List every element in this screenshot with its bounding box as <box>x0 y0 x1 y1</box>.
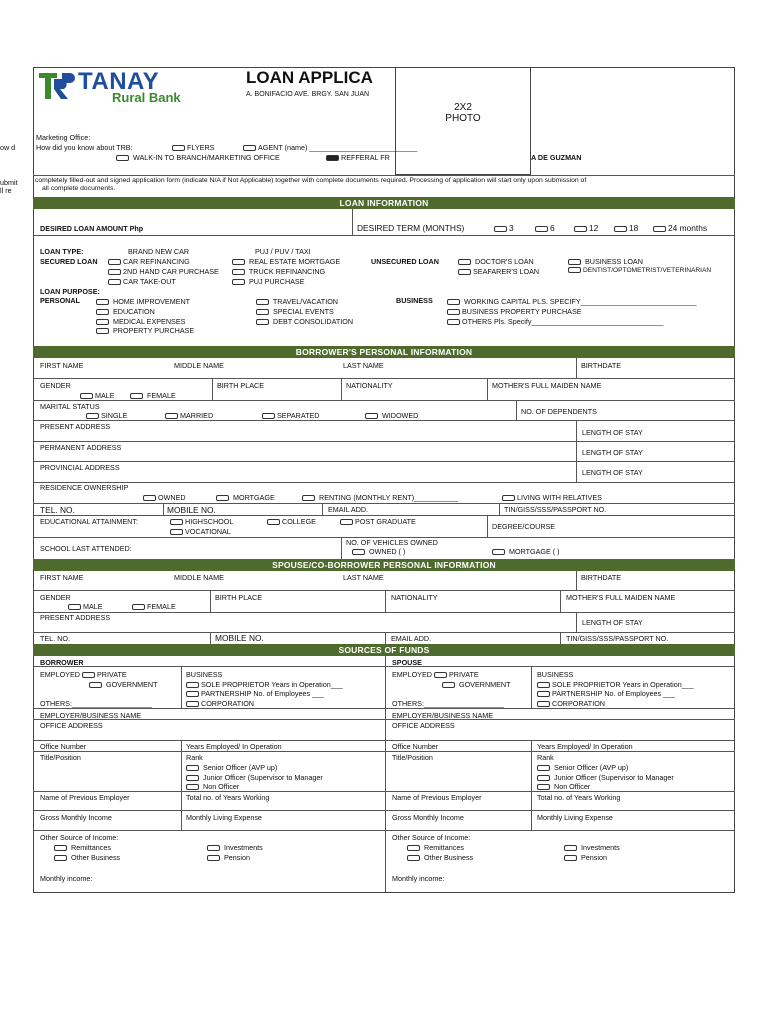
loan-type-label: LOAN TYPE: <box>40 247 84 256</box>
mobile-label: MOBILE NO. <box>167 505 216 515</box>
divider <box>499 503 500 515</box>
divider <box>33 666 735 667</box>
checkbox[interactable] <box>267 519 280 525</box>
option-partnership[interactable]: PARTNERSHIP No. of Employees ___ <box>537 689 675 698</box>
divider <box>33 708 735 709</box>
years-employed-label: Years Employed/ In Operation <box>186 742 282 751</box>
nationality-label: NATIONALITY <box>346 381 393 390</box>
checkbox[interactable] <box>574 226 587 232</box>
checkbox-checked[interactable] <box>326 155 339 161</box>
divider <box>576 420 577 482</box>
other-source-label: Other Source of Income: <box>392 833 471 842</box>
option-business-property[interactable]: BUSINESS PROPERTY PURCHASE <box>447 307 582 316</box>
birthdate-label: BIRTHDATE <box>581 361 622 370</box>
option-postgrad[interactable]: POST GRADUATE <box>340 517 416 526</box>
divider <box>33 751 735 752</box>
other-source-label: Other Source of Income: <box>40 833 119 842</box>
checkbox[interactable] <box>502 495 515 501</box>
first-name-label: FIRST NAME <box>40 573 84 582</box>
email-label: EMAIL ADD. <box>391 634 432 643</box>
bank-subname: Rural Bank <box>112 90 181 105</box>
checkbox[interactable] <box>86 413 99 419</box>
checkbox[interactable] <box>447 309 460 315</box>
unsecured-loan-label: UNSECURED LOAN <box>371 257 439 266</box>
option-senior[interactable]: Senior Officer (AVP up) <box>537 763 628 772</box>
option-junior[interactable]: Junior Officer (Supervisor to Manager <box>186 773 323 782</box>
maiden-label: MOTHER'S FULL MAIDEN NAME <box>492 381 602 390</box>
divider <box>33 175 735 176</box>
gross-label: Gross Monthly Income <box>40 813 112 822</box>
option-vehicle-owned[interactable]: OWNED ( ) <box>352 547 405 556</box>
birth-place-label: BIRTH PLACE <box>215 593 262 602</box>
photo-label: PHOTO <box>445 113 481 124</box>
option-walkin[interactable]: WALK-IN TO BRANCH/MARKETING OFFICE <box>116 153 280 162</box>
option-female[interactable]: FEMALE <box>132 602 176 611</box>
divider <box>33 515 735 516</box>
option-living-relatives[interactable]: LIVING WITH RELATIVES <box>502 493 602 502</box>
option-working-capital[interactable]: WORKING CAPITAL PLS. SPECIFY_____________________________ <box>447 297 697 306</box>
length-of-stay-label: LENGTH OF STAY <box>582 618 643 627</box>
checkbox[interactable] <box>256 319 269 325</box>
checkbox[interactable] <box>186 765 199 771</box>
option-car-takeout[interactable]: CAR TAKE-OUT <box>108 277 176 286</box>
section-funds: SOURCES OF FUNDS <box>33 644 735 656</box>
option-investments[interactable]: Investments <box>207 843 263 852</box>
referral-name: A DE GUZMAN <box>531 153 582 162</box>
employed-label[interactable]: EMPLOYED PRIVATE <box>40 670 127 679</box>
tin-label: TIN/GISS/SSS/PASSPORT NO. <box>566 634 669 643</box>
page-title: LOAN APPLICA <box>246 68 373 87</box>
option-doctors[interactable]: DOCTOR'S LOAN <box>458 257 534 266</box>
provincial-address-label: PROVINCIAL ADDRESS <box>40 463 120 472</box>
checkbox[interactable] <box>216 495 229 501</box>
checkbox[interactable] <box>186 775 199 781</box>
option-partnership[interactable]: PARTNERSHIP No. of Employees ___ <box>186 689 324 698</box>
employer-label: EMPLOYER/BUSINESS NAME <box>40 711 142 720</box>
option-female[interactable]: FEMALE <box>130 391 176 400</box>
option-education[interactable]: EDUCATION <box>96 307 155 316</box>
option-senior[interactable]: Senior Officer (AVP up) <box>186 763 277 772</box>
marital-label: MARITAL STATUS <box>40 402 100 411</box>
divider <box>33 590 735 591</box>
checkbox[interactable] <box>108 259 121 265</box>
divider <box>181 810 182 830</box>
divider <box>181 666 182 708</box>
option-male[interactable]: MALE <box>68 602 103 611</box>
checkbox[interactable] <box>116 155 129 161</box>
option-home-improvement[interactable]: HOME IMPROVEMENT <box>96 297 190 306</box>
checkbox[interactable] <box>165 413 178 419</box>
option-remittances[interactable]: Remittances <box>54 843 111 852</box>
option-vehicle-mortgage[interactable]: MORTGAGE ( ) <box>492 547 560 556</box>
brand-new-car: BRAND NEW CAR <box>128 247 190 256</box>
employed-label[interactable]: EMPLOYED PRIVATE <box>392 670 479 679</box>
option-truck[interactable]: TRUCK REFINANCING <box>232 267 325 276</box>
permanent-address-label: PERMANENT ADDRESS <box>40 443 122 452</box>
maiden-label: MOTHER'S FULL MAIDEN NAME <box>566 593 676 602</box>
option-other-business[interactable]: Other Business <box>407 853 473 862</box>
term-24[interactable]: 24 months <box>653 223 707 233</box>
present-address-label: PRESENT ADDRESS <box>40 613 111 622</box>
option-remittances[interactable]: Remittances <box>407 843 464 852</box>
option-others[interactable]: OTHERS Pls. Specify_________________________________ <box>447 317 663 326</box>
educ-label: EDUCATIONAL ATTAINMENT: <box>40 517 138 526</box>
option-business-loan[interactable]: BUSINESS LOAN <box>568 257 643 266</box>
divider <box>352 209 353 235</box>
divider <box>487 515 488 537</box>
option-corporation[interactable]: CORPORATION <box>537 699 605 708</box>
photo-box[interactable] <box>395 67 531 175</box>
middle-name-label: MIDDLE NAME <box>174 361 224 370</box>
option-renting[interactable]: RENTING (MONTHLY RENT)___________ <box>302 493 458 502</box>
option-widowed[interactable]: WIDOWED <box>365 411 418 420</box>
divider <box>576 358 577 378</box>
checkbox[interactable] <box>407 845 420 851</box>
prev-employer-label: Name of Previous Employer <box>40 793 130 802</box>
mobile-label: MOBILE NO. <box>215 633 264 643</box>
divider <box>576 571 577 590</box>
rank-label: Rank <box>186 753 203 762</box>
tin-label: TIN/GISS/SSS/PASSPORT NO. <box>504 505 607 514</box>
term-12[interactable]: 12 <box>574 223 598 233</box>
how-know-label: How did you know about TRB: <box>36 143 133 152</box>
option-owned[interactable]: OWNED <box>143 493 186 502</box>
checkbox[interactable] <box>130 393 143 399</box>
checkbox[interactable] <box>564 855 577 861</box>
divider <box>33 400 735 401</box>
divider <box>33 503 735 504</box>
nationality-label: NATIONALITY <box>391 593 438 602</box>
degree-label: DEGREE/COURSE <box>492 522 556 531</box>
divider <box>33 461 735 462</box>
divider <box>33 441 735 442</box>
divider <box>33 740 735 741</box>
checkbox[interactable] <box>256 299 269 305</box>
section-borrower: BORROWER'S PERSONAL INFORMATION <box>33 346 735 358</box>
option-government[interactable]: GOVERNMENT <box>442 680 511 689</box>
first-name-label: FIRST NAME <box>40 361 84 370</box>
term-6[interactable]: 6 <box>535 223 555 233</box>
instructions: completely filled-out and signed application form (indicate N/A if Not Applicable) together with complete documents required. Processing of application will start only upon submission of <box>35 177 587 184</box>
checkbox[interactable] <box>68 604 81 610</box>
divider <box>516 400 517 420</box>
divider <box>560 590 561 612</box>
option-sole[interactable]: SOLE PROPRIETOR Years in Operation___ <box>537 680 694 689</box>
gross-label: Gross Monthly Income <box>392 813 464 822</box>
gender-label: GENDER <box>40 593 71 602</box>
instructions: all complete documents. <box>42 185 116 192</box>
option-single[interactable]: SINGLE <box>86 411 127 420</box>
checkbox[interactable] <box>492 549 505 555</box>
checkbox[interactable] <box>96 328 109 334</box>
checkbox[interactable] <box>54 845 67 851</box>
checkbox[interactable] <box>232 269 245 275</box>
checkbox[interactable] <box>537 784 550 790</box>
checkbox[interactable] <box>186 691 199 697</box>
cutoff-text: ll re <box>0 186 12 195</box>
years-employed-label: Years Employed/ In Operation <box>537 742 633 751</box>
checkbox[interactable] <box>207 855 220 861</box>
divider <box>33 719 735 720</box>
checkbox[interactable] <box>535 226 548 232</box>
checkbox[interactable] <box>302 495 315 501</box>
cutoff-text: ow d <box>0 143 16 152</box>
bank-logo-icon <box>38 71 76 101</box>
checkbox[interactable] <box>80 393 93 399</box>
divider <box>33 830 735 831</box>
checkbox[interactable] <box>243 145 256 151</box>
option-non-officer[interactable]: Non Officer <box>537 782 590 791</box>
divider <box>33 791 735 792</box>
checkbox[interactable] <box>447 299 460 305</box>
option-male[interactable]: MALE <box>80 391 115 400</box>
option-pension[interactable]: Pension <box>564 853 607 862</box>
option-property[interactable]: PROPERTY PURCHASE <box>96 326 194 335</box>
birth-place-label: BIRTH PLACE <box>217 381 264 390</box>
divider <box>385 656 386 893</box>
birthdate-label: BIRTHDATE <box>581 573 622 582</box>
option-other-business[interactable]: Other Business <box>54 853 120 862</box>
checkbox[interactable] <box>96 309 109 315</box>
checkbox[interactable] <box>232 279 245 285</box>
checkbox[interactable] <box>96 319 109 325</box>
option-mortgage[interactable]: MORTGAGE <box>216 493 275 502</box>
checkbox[interactable] <box>186 701 199 707</box>
option-investments[interactable]: Investments <box>564 843 620 852</box>
checkbox[interactable] <box>494 226 507 232</box>
business-label: BUSINESS <box>537 670 574 679</box>
funds-borrower-label: BORROWER <box>40 658 84 667</box>
checkbox[interactable] <box>262 413 275 419</box>
checkbox[interactable] <box>458 259 471 265</box>
divider <box>487 378 488 400</box>
length-of-stay-label: LENGTH OF STAY <box>582 428 643 437</box>
office-number-label: Office Number <box>40 742 87 751</box>
cutoff-text: ubmit <box>0 178 18 187</box>
divider <box>33 612 735 613</box>
others-field[interactable]: OTHERS:____________________ <box>392 699 504 708</box>
tel-label: TEL. NO. <box>40 634 70 643</box>
length-of-stay-label: LENGTH OF STAY <box>582 468 643 477</box>
checkbox[interactable] <box>132 604 145 610</box>
term-3[interactable]: 3 <box>494 223 514 233</box>
checkbox[interactable] <box>256 309 269 315</box>
checkbox[interactable] <box>143 495 156 501</box>
divider <box>341 537 342 559</box>
checkbox[interactable] <box>186 682 199 688</box>
title-label: Title/Position <box>392 753 433 762</box>
checkbox[interactable] <box>653 226 666 232</box>
living-expense-label: Monthly Living Expense <box>186 813 262 822</box>
divider <box>163 503 164 515</box>
option-second-hand[interactable]: 2ND HAND CAR PURCHASE <box>108 267 219 276</box>
bank-address: A. BONIFACIO AVE. BRGY. SAN JUAN <box>246 91 370 98</box>
checkbox[interactable] <box>568 267 581 273</box>
photo-label: 2X2 <box>454 102 472 113</box>
divider <box>33 632 735 633</box>
business-label: BUSINESS <box>186 670 223 679</box>
checkbox[interactable] <box>537 691 550 697</box>
checkbox[interactable] <box>54 855 67 861</box>
living-expense-label: Monthly Living Expense <box>537 813 613 822</box>
desired-amount-label: DESIRED LOAN AMOUNT Php <box>40 224 144 233</box>
option-agent[interactable]: AGENT (name) ___________________________ <box>243 143 417 152</box>
present-address-label: PRESENT ADDRESS <box>40 422 111 431</box>
section-loan-information: LOAN INFORMATION <box>33 197 735 209</box>
checkbox[interactable] <box>447 319 460 325</box>
school-label: SCHOOL LAST ATTENDED: <box>40 544 132 553</box>
option-sole[interactable]: SOLE PROPRIETOR Years in Operation___ <box>186 680 343 689</box>
divider <box>33 235 735 236</box>
bank-name: TANAY <box>78 68 160 95</box>
monthly-income-label: Monthly income: <box>40 874 93 883</box>
checkbox[interactable] <box>537 775 550 781</box>
checkbox[interactable] <box>537 765 550 771</box>
divider <box>212 378 213 400</box>
secured-loan-label: SECURED LOAN <box>40 257 98 266</box>
option-married[interactable]: MARRIED <box>165 411 213 420</box>
checkbox[interactable] <box>172 145 185 151</box>
monthly-income-label: Monthly income: <box>392 874 445 883</box>
option-car-refinancing[interactable]: CAR REFINANCING <box>108 257 190 266</box>
option-seafarers[interactable]: SEAFARER'S LOAN <box>458 267 539 276</box>
office-address-label: OFFICE ADDRESS <box>392 721 455 730</box>
checkbox[interactable] <box>434 672 447 678</box>
others-field[interactable]: OTHERS:____________________ <box>40 699 152 708</box>
divider <box>341 378 342 400</box>
divider <box>210 590 211 612</box>
residence-label: RESIDENCE OWNERSHIP <box>40 483 129 492</box>
checkbox[interactable] <box>365 413 378 419</box>
vehicles-label: NO. OF VEHICLES OWNED <box>346 538 438 547</box>
checkbox[interactable] <box>458 269 471 275</box>
divider <box>210 632 211 644</box>
option-separated[interactable]: SEPARATED <box>262 411 319 420</box>
business-label: BUSINESS <box>396 296 433 305</box>
checkbox[interactable] <box>352 549 365 555</box>
term-18[interactable]: 18 <box>614 223 638 233</box>
option-dentist[interactable]: DENTIST/OPTOMETRIST/VETERINARIAN <box>568 267 711 274</box>
section-spouse: SPOUSE/CO-BORROWER PERSONAL INFORMATION <box>33 559 735 571</box>
middle-name-label: MIDDLE NAME <box>174 573 224 582</box>
option-puj-purchase[interactable]: PUJ PURCHASE <box>232 277 305 286</box>
last-name-label: LAST NAME <box>343 573 384 582</box>
option-vocational[interactable]: VOCATIONAL <box>170 527 231 536</box>
checkbox[interactable] <box>170 529 183 535</box>
rank-label: Rank <box>537 753 554 762</box>
checkbox[interactable] <box>89 682 102 688</box>
option-junior[interactable]: Junior Officer (Supervisor to Manager <box>537 773 674 782</box>
total-years-label: Total no. of Years Working <box>537 793 621 802</box>
divider <box>33 378 735 379</box>
checkbox[interactable] <box>568 259 581 265</box>
email-label: EMAIL ADD. <box>328 505 369 514</box>
marketing-office-label: Marketing Office: <box>36 133 91 142</box>
last-name-label: LAST NAME <box>343 361 384 370</box>
length-of-stay-label: LENGTH OF STAY <box>582 448 643 457</box>
employer-label: EMPLOYER/BUSINESS NAME <box>392 711 494 720</box>
option-debt[interactable]: DEBT CONSOLIDATION <box>256 317 353 326</box>
checkbox[interactable] <box>407 855 420 861</box>
checkbox[interactable] <box>170 519 183 525</box>
option-medical[interactable]: MEDICAL EXPENSES <box>96 317 185 326</box>
puj-label: PUJ / PUV / TAXI <box>255 247 311 256</box>
gender-label: GENDER <box>40 381 71 390</box>
checkbox[interactable] <box>442 682 455 688</box>
funds-spouse-label: SPOUSE <box>392 658 422 667</box>
office-address-label: OFFICE ADDRESS <box>40 721 103 730</box>
dependents-label: NO. OF DEPENDENTS <box>521 407 597 416</box>
option-corporation[interactable]: CORPORATION <box>186 699 254 708</box>
option-non-officer[interactable]: Non Officer <box>186 782 239 791</box>
personal-label: PERSONAL <box>40 296 80 305</box>
divider <box>576 612 577 632</box>
divider <box>385 590 386 612</box>
title-label: Title/Position <box>40 753 81 762</box>
loan-purpose-label: LOAN PURPOSE: <box>40 287 100 296</box>
option-flyers[interactable]: FLYERS <box>172 143 214 152</box>
checkbox[interactable] <box>340 519 353 525</box>
option-college[interactable]: COLLEGE <box>267 517 316 526</box>
option-real-estate[interactable]: REAL ESTATE MORTGAGE <box>232 257 340 266</box>
tel-label: TEL. NO. <box>40 505 75 515</box>
divider <box>33 810 735 811</box>
option-pension[interactable]: Pension <box>207 853 250 862</box>
checkbox[interactable] <box>537 682 550 688</box>
divider <box>531 810 532 830</box>
checkbox[interactable] <box>207 845 220 851</box>
checkbox[interactable] <box>232 259 245 265</box>
divider <box>560 632 561 644</box>
checkbox[interactable] <box>108 269 121 275</box>
prev-employer-label: Name of Previous Employer <box>392 793 482 802</box>
option-referral[interactable]: REFFERAL FR <box>326 153 390 162</box>
divider <box>322 503 323 515</box>
divider <box>33 482 735 483</box>
checkbox[interactable] <box>537 701 550 707</box>
option-highschool[interactable]: HIGHSCHOOL <box>170 517 233 526</box>
checkbox[interactable] <box>108 279 121 285</box>
form-frame <box>33 67 735 893</box>
option-special[interactable]: SPECIAL EVENTS <box>256 307 334 316</box>
divider <box>531 666 532 708</box>
desired-term-label: DESIRED TERM (MONTHS) <box>357 223 465 233</box>
divider <box>385 632 386 644</box>
total-years-label: Total no. of Years Working <box>186 793 270 802</box>
office-number-label: Office Number <box>392 742 439 751</box>
checkbox[interactable] <box>96 299 109 305</box>
checkbox[interactable] <box>82 672 95 678</box>
checkbox[interactable] <box>564 845 577 851</box>
option-government[interactable]: GOVERNMENT <box>89 680 158 689</box>
checkbox[interactable] <box>186 784 199 790</box>
checkbox[interactable] <box>614 226 627 232</box>
divider <box>33 420 735 421</box>
option-travel[interactable]: TRAVEL/VACATION <box>256 297 338 306</box>
